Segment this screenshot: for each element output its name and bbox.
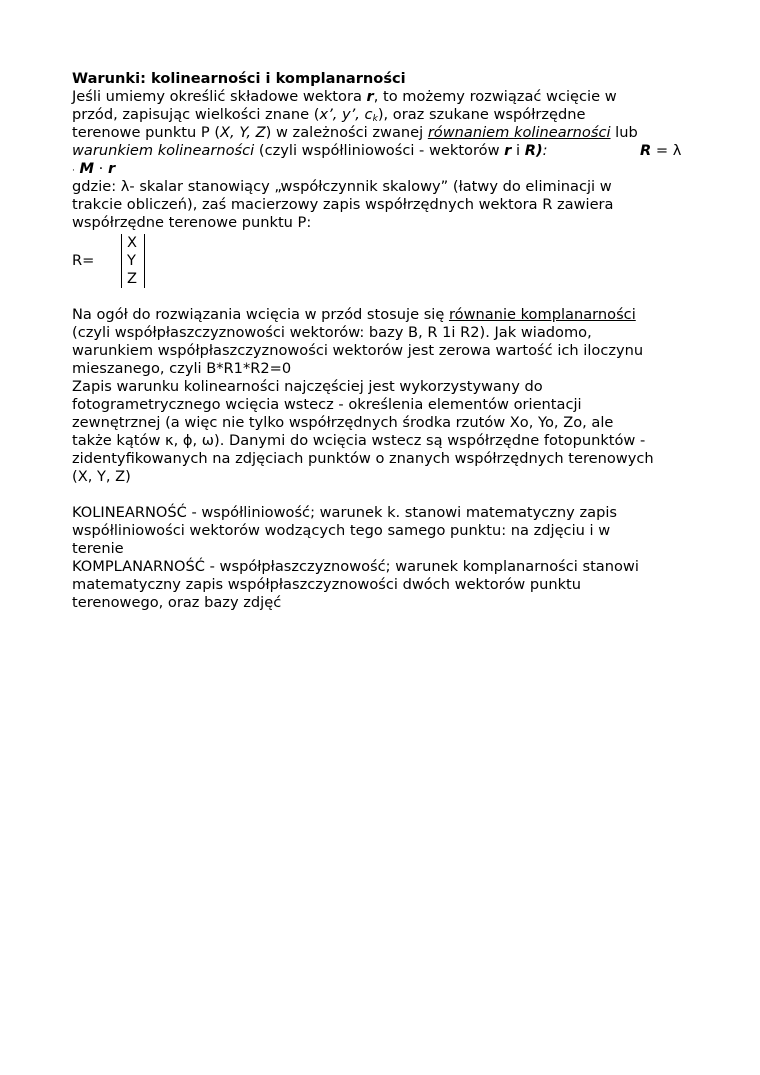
text-run: Jeśli umiemy określić składowe wektora	[72, 88, 367, 105]
collinearity-condition-term: warunkiem kolinearności	[72, 142, 255, 159]
p1-line-1	[72, 88, 692, 106]
vector-r: r	[107, 160, 116, 177]
text-run: (czyli współliniowości - wektorów	[254, 142, 505, 159]
known-quantities: x’, y’, c	[319, 106, 373, 123]
text-run: = λ	[651, 142, 682, 159]
coplanarity-equation-term: równanie komplanarności	[448, 306, 636, 323]
p2-line-3: współrzędne terenowe punktu P:	[72, 214, 312, 231]
spacer	[72, 486, 692, 504]
vector-r: r	[366, 88, 374, 105]
vector-r: r	[504, 142, 512, 159]
text-run: ), oraz szukane współrzędne	[377, 106, 586, 123]
text-run: Na ogół do rozwiązania wcięcia w przód stosuje się	[72, 306, 449, 323]
matrix-brackets	[121, 234, 145, 288]
dot-operator: ·	[72, 166, 75, 176]
doc-title: Warunki: kolinearności i komplanarności	[72, 70, 406, 87]
p4-line-1: KOLINEARNOŚĆ - współliniowość; warunek k. stanowi matematyczny zapis	[72, 504, 617, 521]
text-run: lub	[610, 124, 638, 141]
p4-line-3: terenie	[72, 540, 124, 557]
spacer	[72, 288, 692, 306]
document-page	[72, 70, 692, 612]
p3-line-4: mieszanego, czyli B*R1*R2=0	[72, 360, 292, 377]
text-run: i	[511, 142, 525, 159]
p1-line-3	[72, 124, 692, 142]
p3-line-6: fotogrametrycznego wcięcia wstecz - określenia elementów orientacji	[72, 396, 582, 413]
p2-line-1: gdzie: λ- skalar stanowiący „współczynnik skalowy” (łatwy do eliminacji w	[72, 178, 612, 195]
matrix-R	[72, 234, 692, 288]
vector-R: R	[640, 142, 652, 159]
p3-line-10: (X, Y, Z)	[72, 468, 131, 485]
text-run: ·	[94, 160, 108, 177]
p3-line-8: także kątów κ, ϕ, ω). Danymi do wcięcia wstecz są współrzędne fotopunktów -	[72, 432, 646, 449]
p3-line-5: Zapis warunku kolinearności najczęściej jest wykorzystywany do	[72, 378, 543, 395]
collinearity-equation-term: równaniem kolinearności	[427, 124, 611, 141]
matrix-label: R=	[72, 252, 95, 269]
matrix-M: M	[79, 160, 95, 177]
p3-line-3: warunkiem współpłaszczyznowości wektorów jest zerowa wartość ich iloczynu	[72, 342, 644, 359]
matrix-row: Z	[127, 270, 137, 287]
p3-line-1	[72, 306, 692, 324]
equation-part	[640, 142, 681, 160]
text-run: przód, zapisując wielkości znane (	[72, 106, 320, 123]
p4-line-6: terenowego, oraz bazy zdjęć	[72, 594, 282, 611]
matrix-row: Y	[127, 252, 136, 269]
p2-line-2: trakcie obliczeń), zaś macierzowy zapis współrzędnych wektora R zawiera	[72, 196, 614, 213]
subscript-k: k	[372, 114, 378, 124]
p1-line-5	[72, 160, 692, 178]
vector-R: R)	[524, 142, 543, 159]
coordinates-xyz: X, Y, Z	[220, 124, 266, 141]
p1-line-2	[72, 106, 692, 124]
text-run: , to możemy rozwiązać wcięcie w	[373, 88, 617, 105]
p1-line-4	[72, 142, 692, 160]
text-run: ) w zależności zwanej	[265, 124, 428, 141]
p3-line-2: (czyli współpłaszczyznowości wektorów: bazy B, R 1i R2). Jak wiadomo,	[72, 324, 592, 341]
p4-line-5: matematyczny zapis współpłaszczyznowości dwóch wektorów punktu	[72, 576, 582, 593]
text-run: terenowe punktu P (	[72, 124, 221, 141]
p3-line-7: zewnętrznej (a więc nie tylko współrzędnych środka rzutów Xo, Yo, Zo, ale	[72, 414, 614, 431]
matrix-row: X	[127, 234, 137, 251]
p4-line-4: KOMPLANARNOŚĆ - współpłaszczyznowość; warunek komplanarności stanowi	[72, 558, 639, 575]
text-run: :	[542, 142, 548, 159]
p4-line-2: współliniowości wektorów wodzących tego samego punktu: na zdjęciu i w	[72, 522, 611, 539]
p3-line-9: zidentyfikowanych na zdjęciach punktów o znanych współrzędnych terenowych	[72, 450, 654, 467]
